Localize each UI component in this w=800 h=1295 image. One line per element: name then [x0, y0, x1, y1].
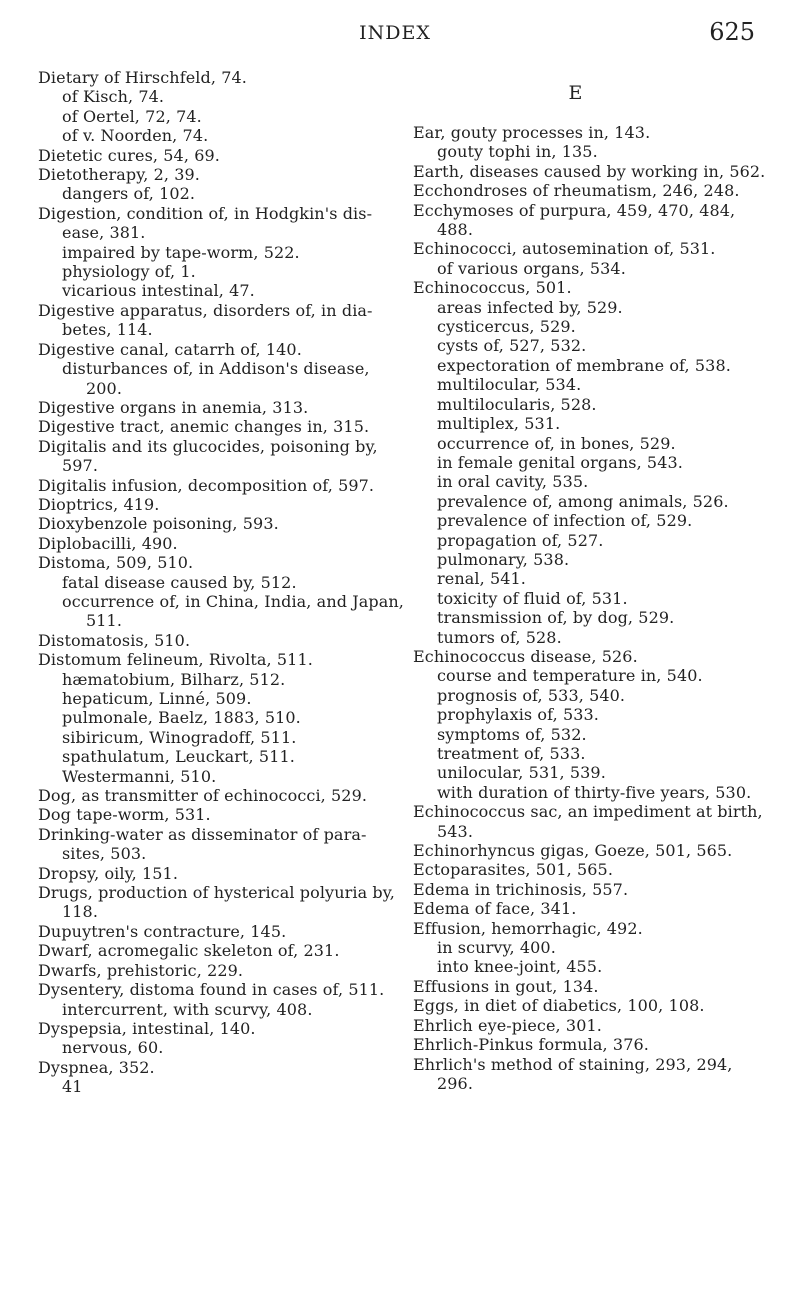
index-entry: Ear, gouty processes in, 143.: [413, 123, 651, 142]
index-entry: Ehrlich eye-piece, 301.: [413, 1015, 602, 1035]
index-entry: multiplex, 531.: [437, 414, 561, 434]
index-entry: disturbances of, in Addison's disease,: [62, 359, 370, 379]
index-entry: Drugs, production of hysterical polyuria by,: [38, 883, 395, 903]
index-entry: Digestive canal, catarrh of, 140.: [38, 339, 302, 359]
index-entry: expectoration of membrane of, 538.: [437, 355, 731, 375]
left-index-column: [38, 68, 404, 1097]
index-entry: fatal disease caused by, 512.: [62, 572, 297, 592]
index-entry: Ehrlich's method of staining, 293, 294,: [413, 1054, 733, 1074]
index-entry: occurrence of, in bones, 529.: [437, 433, 676, 453]
index-entry: Digitalis infusion, decomposition of, 597.: [38, 475, 375, 495]
index-entry: ease, 381.: [62, 223, 146, 243]
index-entry: in scurvy, 400.: [437, 938, 556, 958]
index-entry: gouty tophi in, 135.: [437, 142, 598, 162]
index-entry: prognosis of, 533, 540.: [437, 685, 626, 705]
index-entry: Edema of face, 341.: [413, 899, 577, 919]
index-entry: Echinorhyncus gigas, Goeze, 501, 565.: [413, 841, 733, 861]
index-entry: Effusions in gout, 134.: [413, 976, 599, 996]
index-entry: Dwarfs, prehistoric, 229.: [38, 960, 244, 980]
index-entry: impaired by tape-worm, 522.: [62, 242, 300, 262]
index-entry: Ehrlich-Pinkus formula, 376.: [413, 1035, 649, 1055]
index-entry: Edema in trichinosis, 557.: [413, 879, 629, 899]
index-entry: unilocular, 531, 539.: [437, 763, 606, 783]
index-entry: toxicity of fluid of, 531.: [437, 588, 628, 608]
index-entry: Digestion, condition of, in Hodgkin's dis-: [38, 203, 373, 223]
index-entry: intercurrent, with scurvy, 408.: [62, 999, 313, 1019]
index-entry: Echinococcus disease, 526.: [413, 646, 638, 666]
running-head: INDEX: [359, 22, 431, 44]
index-entry: occurrence of, in China, India, and Japan,: [62, 591, 404, 611]
index-entry: propagation of, 527.: [437, 530, 604, 550]
index-entry: symptoms of, 532.: [437, 724, 587, 744]
index-entry: 543.: [437, 821, 474, 841]
section-letter: E: [568, 82, 583, 104]
index-entry: Dog tape-worm, 531.: [38, 805, 211, 825]
index-entry: Echinococcus sac, an impediment at birth,: [413, 802, 763, 822]
index-entry: transmission of, by dog, 529.: [437, 608, 675, 628]
page-number: 625: [709, 18, 755, 46]
index-entry: hepaticum, Linné, 509.: [62, 689, 252, 708]
index-entry: Diplobacilli, 490.: [38, 533, 178, 553]
index-entry: Ecchymoses of purpura, 459, 470, 484,: [413, 200, 736, 220]
index-entry: Digestive organs in anemia, 313.: [38, 397, 309, 417]
signature-mark: 41: [62, 1077, 83, 1097]
index-entry: Distomatosis, 510.: [38, 630, 191, 650]
index-entry: Dysentery, distoma found in cases of, 511.: [38, 980, 385, 1000]
index-entry: vicarious intestinal, 47.: [62, 281, 255, 301]
index-entry: of various organs, 534.: [437, 258, 626, 278]
index-entry: Dupuytren's contracture, 145.: [38, 921, 287, 941]
index-entry: Dwarf, acromegalic skeleton of, 231.: [38, 941, 340, 961]
index-entry: Westermanni, 510.: [62, 766, 217, 786]
index-entry: sibiricum, Winogradoff, 511.: [62, 727, 297, 747]
index-entry: Digestive apparatus, disorders of, in dia-: [38, 300, 373, 320]
index-entry: multilocular, 534.: [437, 375, 582, 395]
index-entry: of v. Noorden, 74.: [62, 126, 209, 146]
index-entry: course and temperature in, 540.: [437, 666, 703, 686]
index-entry: Dietary of Hirschfeld, 74.: [38, 68, 247, 87]
index-entry: Eggs, in diet of diabetics, 100, 108.: [413, 996, 705, 1016]
index-entry: betes, 114.: [62, 320, 153, 340]
index-entry: spathulatum, Leuckart, 511.: [62, 747, 295, 767]
index-entry: in female genital organs, 543.: [437, 452, 683, 472]
index-entry: Drinking-water as disseminator of para-: [38, 824, 367, 844]
index-entry: Dietetic cures, 54, 69.: [38, 145, 220, 165]
index-entry: Dyspnea, 352.: [38, 1057, 155, 1077]
index-entry: 488.: [437, 220, 474, 240]
index-entry: 511.: [86, 611, 123, 631]
index-entry: of Oertel, 72, 74.: [62, 106, 202, 126]
index-entry: tumors of, 528.: [437, 627, 562, 647]
index-entry: cysticercus, 529.: [437, 317, 576, 337]
index-entry: 296.: [437, 1073, 474, 1093]
index-entry: Distomum felineum, Rivolta, 511.: [38, 650, 313, 670]
index-entry: Digitalis and its glucocides, poisoning by,: [38, 436, 378, 456]
index-entry: renal, 541.: [437, 569, 526, 589]
index-entry: Echinococci, autosemination of, 531.: [413, 239, 716, 259]
index-entry: dangers of, 102.: [62, 184, 196, 204]
index-entry: Dioxybenzole poisoning, 593.: [38, 514, 279, 534]
index-entry: sites, 503.: [62, 844, 147, 864]
index-entry: prophylaxis of, 533.: [437, 705, 599, 725]
index-entry: Ecchondroses of rheumatism, 246, 248.: [413, 181, 740, 201]
index-entry: Dietotherapy, 2, 39.: [38, 165, 200, 185]
index-entry: hæmatobium, Bilharz, 512.: [62, 669, 286, 689]
index-entry: in oral cavity, 535.: [437, 472, 589, 492]
index-entry: prevalence of infection of, 529.: [437, 511, 693, 531]
index-entry: areas infected by, 529.: [437, 297, 623, 317]
index-entry: with duration of thirty-five years, 530.: [437, 782, 752, 802]
index-entry: 597.: [62, 456, 99, 476]
right-index-column: [413, 68, 766, 1093]
index-entry: of Kisch, 74.: [62, 87, 165, 107]
index-entry: cysts of, 527, 532.: [437, 336, 587, 356]
index-entry: Effusion, hemorrhagic, 492.: [413, 918, 643, 938]
index-entry: Dropsy, oily, 151.: [38, 863, 179, 883]
index-entry: Dyspepsia, intestinal, 140.: [38, 1018, 256, 1038]
index-entry: Distoma, 509, 510.: [38, 553, 194, 573]
index-entry: pulmonary, 538.: [437, 549, 570, 569]
index-entry: 118.: [62, 902, 99, 922]
index-entry: pulmonale, Baelz, 1883, 510.: [62, 708, 301, 728]
index-entry: Echinococcus, 501.: [413, 278, 572, 298]
index-entry: prevalence of, among animals, 526.: [437, 491, 729, 511]
index-entry: Dog, as transmitter of echinococci, 529.: [38, 786, 368, 806]
index-entry: multilocularis, 528.: [437, 394, 597, 414]
index-entry: Ectoparasites, 501, 565.: [413, 860, 614, 880]
index-entry: physiology of, 1.: [62, 262, 196, 282]
index-entry: nervous, 60.: [62, 1038, 164, 1058]
index-entry: treatment of, 533.: [437, 744, 586, 763]
index-entry: Dioptrics, 419.: [38, 494, 160, 514]
page-header: [35, 18, 755, 58]
index-entry: Digestive tract, anemic changes in, 315.: [38, 417, 370, 437]
index-entry: Earth, diseases caused by working in, 562.: [413, 161, 766, 181]
index-entry: into knee-joint, 455.: [437, 957, 603, 977]
index-entry: 200.: [86, 378, 123, 398]
